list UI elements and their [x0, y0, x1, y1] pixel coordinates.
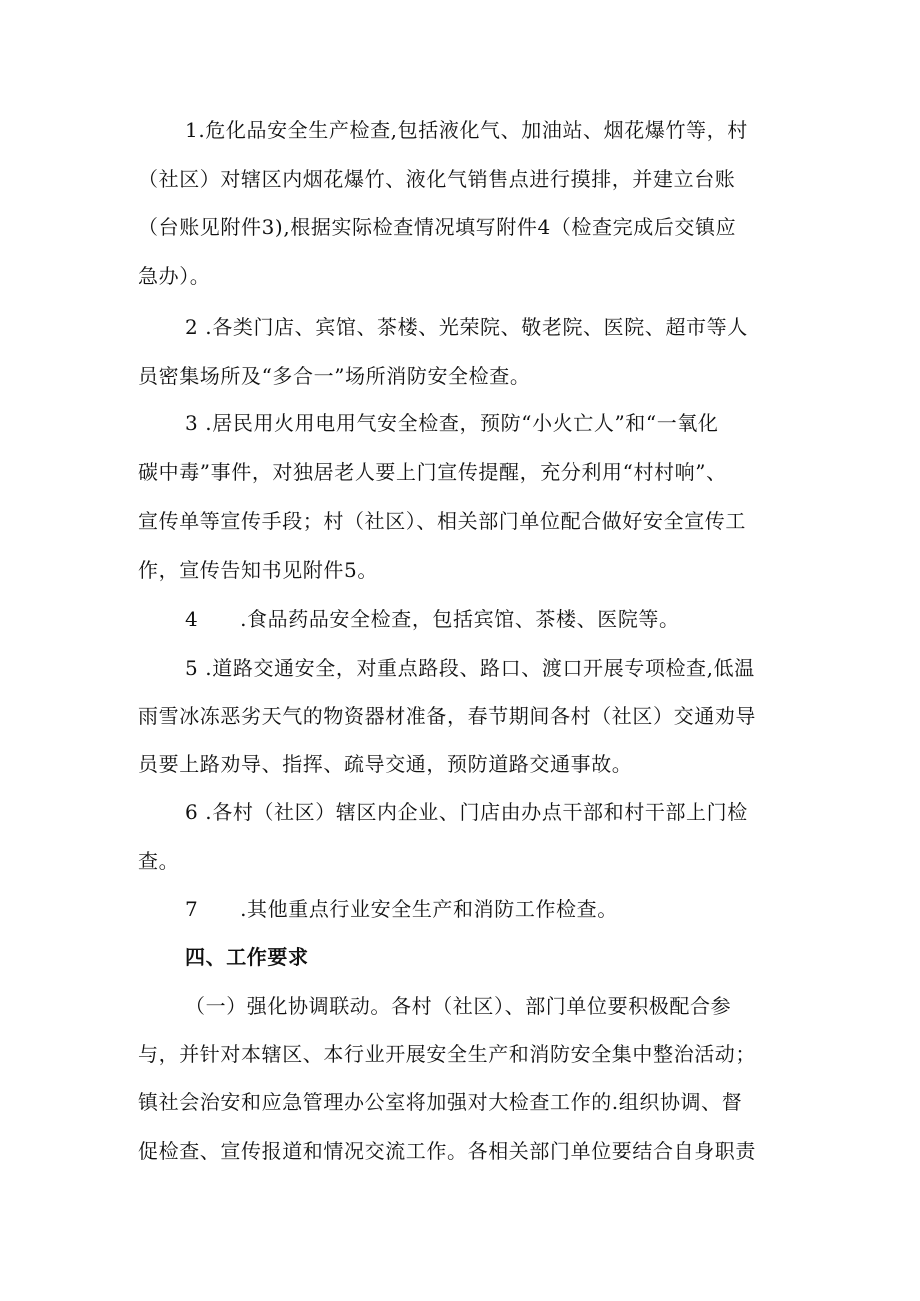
text-line: 4 .食品药品安全检查，包括宾馆、茶楼、医院等。	[185, 607, 680, 631]
text-line: 碳中毒”事件，对独居老人要上门宣传提醒，充分利用“村村响”、	[138, 460, 727, 484]
text-line: 与，并针对本辖区、本行业开展安全生产和消防安全集中整治活动；	[138, 1042, 756, 1066]
text-line: （一）强化协调联动。各村（社区）、部门单位要积极配合参	[185, 994, 732, 1018]
text-line: 3 .居民用火用电用气安全检查，预防“小火亡人”和“一氧化	[185, 411, 719, 435]
text-line: 2 .各类门店、宾馆、茶楼、光荣院、敬老院、医院、超市等人	[185, 315, 748, 339]
text-line: 员密集场所及“多合一”场所消防安全检查。	[138, 364, 531, 388]
text-line: 1.危化品安全生产检查,包括液化气、加油站、烟花爆竹等，村	[185, 118, 748, 142]
text-line: 宣传单等宣传手段；村（社区）、相关部门单位配合做好安全宣传工	[138, 509, 746, 533]
text-line: 5 .道路交通安全，对重点路段、路口、渡口开展专项检查,低温	[185, 656, 755, 680]
text-line: 急办）。	[138, 264, 211, 288]
text-line: （台账见附件3),根据实际检查情况填写附件4（检查完成后交镇应	[138, 215, 737, 239]
section-heading: 四、工作要求	[185, 945, 309, 969]
text-line: 7 .其他重点行业安全生产和消防工作检查。	[185, 897, 618, 921]
text-line: （社区）对辖区内烟花爆竹、液化气销售点进行摸排，并建立台账	[138, 167, 736, 191]
text-line: 促检查、宣传报道和情况交流工作。各相关部门单位要结合自身职责	[138, 1139, 756, 1163]
text-line: 查。	[138, 849, 180, 873]
text-line: 雨雪冰冻恶劣天气的物资器材准备，春节期间各村（社区）交通劝导	[138, 704, 756, 728]
text-line: 员要上路劝导、指挥、疏导交通，预防道路交通事故。	[138, 752, 633, 776]
text-line: 镇社会治安和应急管理办公室将加强对大检查工作的.组织协调、督	[138, 1090, 743, 1114]
text-line: 作，宣传告知书见附件5。	[138, 558, 378, 582]
text-line: 6 .各村（社区）辖区内企业、门店由办点干部和村干部上门检	[185, 800, 748, 824]
